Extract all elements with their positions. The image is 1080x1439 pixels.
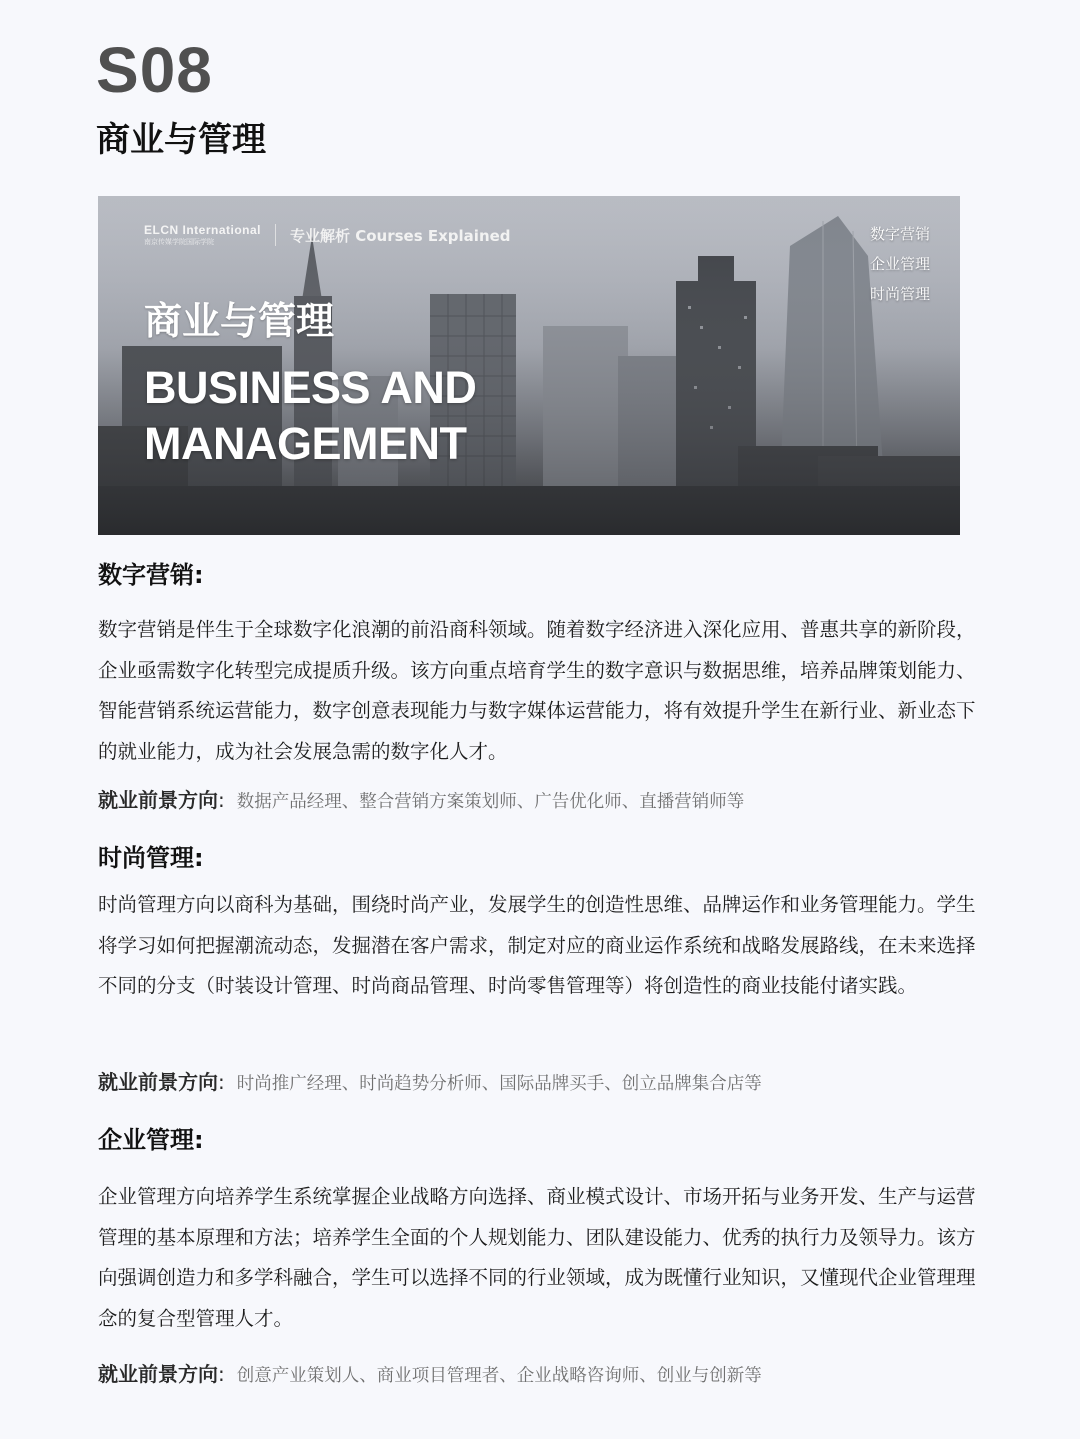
logo-subtext: 南京传媒学院国际学院 (144, 238, 214, 246)
prospect-label: 就业前景方向 (98, 788, 218, 812)
school-logo (144, 224, 261, 246)
banner-tag: 专业解析 Courses Explained (290, 226, 511, 245)
section-body-digital-marketing: 数字营销是伴生于全球数字化浪潮的前沿商科领域。随着数字经济进入深化应用、普惠共享的新阶段，企业亟需数字化转型完成提质升级。该方向重点培育学生的数字意识与数据思维，培养品牌策划能力、智能营销系统运营能力，数字创意表现能力与数字媒体运营能力，将有效提升学生在新行业、新业态下的就业能力，成为社会发展急需的数字化人才。 (98, 618, 976, 763)
banner-program-item: 企业管理 (869, 255, 930, 273)
logo-text: ELCN International (144, 223, 262, 237)
banner-title-cn: 商业与管理 (144, 299, 335, 343)
banner-program-item: 数字营销 (869, 225, 930, 243)
section-body-fashion-management: 时尚管理方向以商科为基础，围绕时尚产业，发展学生的创造性思维、品牌运作和业务管理能力。学生将学习如何把握潮流动态，发掘潜在客户需求，制定对应的商业运作系统和战略发展路线，在未来选择不同的分支（时装设计管理、时尚商品管理、时尚零售管理等）将创造性的商业技能付诸实践。 (98, 893, 976, 997)
prospect-separator: : (218, 1070, 225, 1094)
prospect-separator: : (218, 1362, 225, 1386)
banner-title-en-line2: MANAGEMENT (144, 418, 467, 469)
prospect-value: 创意产业策划人、商业项目管理者、企业战略咨询师、创业与创新等 (236, 1366, 762, 1386)
prospect-label: 就业前景方向 (98, 1362, 218, 1386)
banner-image (98, 196, 960, 535)
banner-title-en-line1: BUSINESS AND (144, 362, 477, 413)
banner-title-en (144, 360, 476, 472)
prospect-enterprise-management (98, 1358, 762, 1387)
prospect-value: 数据产品经理、整合营销方案策划师、广告优化师、直播营销师等 (236, 792, 745, 812)
prospect-label: 就业前景方向 (98, 1070, 218, 1094)
section-title-fashion-management: 时尚管理: (98, 844, 204, 872)
section-title-enterprise-management: 企业管理: (98, 1126, 204, 1154)
banner-header (144, 224, 511, 246)
banner-program-list (870, 224, 930, 304)
section-code: S08 (96, 34, 213, 106)
page-title: 商业与管理 (96, 120, 266, 160)
section-title-digital-marketing: 数字营销: (98, 561, 204, 589)
prospect-separator: : (218, 788, 225, 812)
prospect-fashion-management (98, 1066, 762, 1095)
prospect-digital-marketing (98, 784, 744, 813)
banner-program-item: 时尚管理 (869, 285, 930, 303)
section-body-enterprise-management: 企业管理方向培养学生系统掌握企业战略方向选择、商业模式设计、市场开拓与业务开发、生产与运营管理的基本原理和方法；培养学生全面的个人规划能力、团队建设能力、优秀的执行力及领导力。该方向强调创造力和多学科融合，学生可以选择不同的行业领域，成为既懂行业知识，又懂现代企业管理理念的复合型管理人才。 (98, 1185, 976, 1330)
prospect-value: 时尚推广经理、时尚趋势分析师、国际品牌买手、创立品牌集合店等 (236, 1074, 762, 1094)
banner-divider (275, 224, 276, 246)
